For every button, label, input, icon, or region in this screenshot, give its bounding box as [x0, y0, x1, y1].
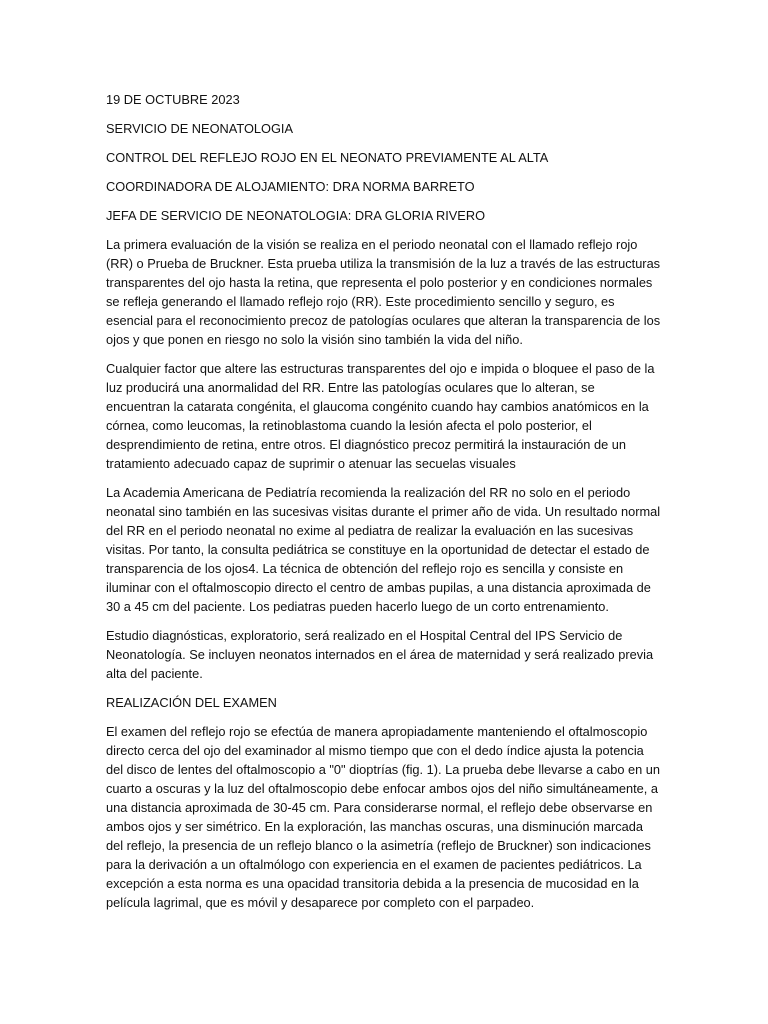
- chief-line: JEFA DE SERVICIO DE NEONATOLOGIA: DRA GLORIA RIVERO: [106, 208, 486, 223]
- document-title: CONTROL DEL REFLEJO ROJO EN EL NEONATO PREVIAMENTE AL ALTA: [106, 150, 549, 165]
- document-date: 19 DE OCTUBRE 2023: [106, 92, 240, 107]
- service-name: SERVICIO DE NEONATOLOGIA: [106, 121, 294, 136]
- paragraph-intro: La primera evaluación de la visión se realiza en el periodo neonatal con el llamado reflejo rojo (RR) o Prueba de Bruckner. Esta prueba utiliza la transmisión de la luz a través de las estructuras transparentes del ojo hasta la retina, que representa el polo posterior y en condiciones normales se refleja generando el llamado reflejo rojo (RR). Este procedimiento sencillo y seguro, es esencial para el reconocimiento precoz de patologías oculares que alteran la transparencia de los ojos y que ponen en riesgo no solo la visión sino también la vida del niño.: [106, 237, 661, 347]
- document-page: [106, 90, 662, 922]
- paragraph-exam: El examen del reflejo rojo se efectúa de manera apropiadamente manteniendo el oftalmoscopio directo cerca del ojo del examinador al mismo tiempo que con el dedo índice ajusta la potencia del disco de lentes del oftalmoscopio a "0" dioptrías (fig. 1). La prueba debe llevarse a cabo en un cuarto a oscuras y la luz del oftalmoscopio debe enfocar ambos ojos del niño simultáneamente, a una distancia aproximada de 30-45 cm. Para considerarse normal, el reflejo debe observarse en ambos ojos y ser simétrico. En la exploración, las manchas oscuras, una disminución marcada del reflejo, la presencia de un reflejo blanco o la asimetría (reflejo de Bruckner) son indicaciones para la derivación a un oftalmólogo con experiencia en el examen de pacientes pediátricos. La excepción a esta norma es una opacidad transitoria debida a la presencia de mucosidad en la película lagrimal, que es móvil y desaparece por completo con el parpadeo.: [106, 724, 661, 910]
- paragraph-factors: Cualquier factor que altere las estructuras transparentes del ojo e impida o bloquee el paso de la luz producirá una anormalidad del RR. Entre las patologías oculares que lo alteran, se encuentran la catarata congénita, el glaucoma congénito cuando hay cambios anatómicos en la córnea, como leucomas, la retinoblastoma cuando la lesión afecta el polo posterior, el desprendimiento de retina, entre otros. El diagnóstico precoz permitirá la instauración de un tratamiento adecuado capaz de suprimir o atenuar las secuelas visuales: [106, 361, 655, 471]
- paragraph-recommendation: La Academia Americana de Pediatría recomienda la realización del RR no solo en el periodo neonatal sino también en las sucesivas visitas durante el primer año de vida. Un resultado normal del RR en el periodo neonatal no exime al pediatra de realizar la evaluación en las sucesivas visitas. Por tanto, la consulta pediátrica se constituye en la oportunidad de detectar el estado de transparencia de los ojos4. La técnica de obtención del reflejo rojo es sencilla y consiste en iluminar con el oftalmoscopio directo el centro de ambas pupilas, a una distancia aproximada de 30 a 45 cm del paciente. Los pediatras pueden hacerlo luego de un corto entrenamiento.: [106, 485, 661, 614]
- coordinator-line: COORDINADORA DE ALOJAMIENTO: DRA NORMA BARRETO: [106, 179, 475, 194]
- paragraph-study: Estudio diagnósticas, exploratorio, será realizado en el Hospital Central del IPS Servicio de Neonatología. Se incluyen neonatos internados en el área de maternidad y será realizado previa alta del paciente.: [106, 628, 654, 681]
- section-heading: REALIZACIÓN DEL EXAMEN: [106, 695, 277, 710]
